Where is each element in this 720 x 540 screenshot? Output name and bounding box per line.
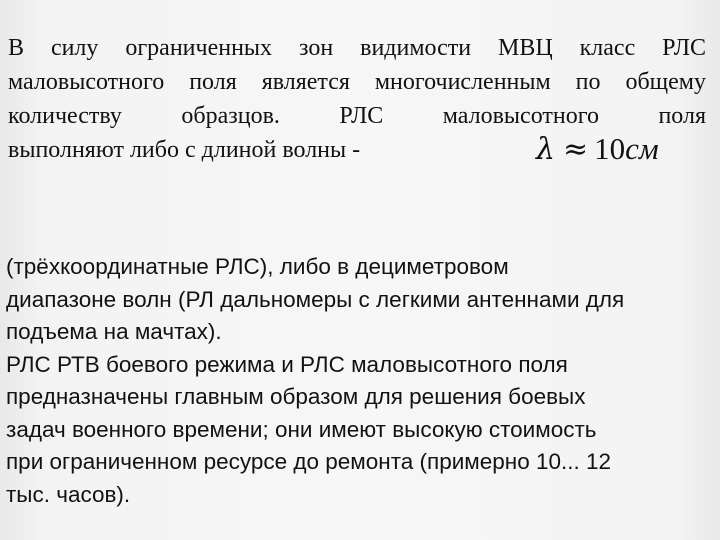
paragraph-2-line: подъема на мачтах). <box>6 319 222 344</box>
approx-sign: ≈ <box>563 132 589 167</box>
paragraph-1-line: маловысотного поля является многочисленным по общему <box>8 69 706 95</box>
paragraph-1-line: выполняют либо с длиной волны - <box>8 137 361 163</box>
paragraph-2-line: предназначены главным образом для решения боевых <box>6 384 586 409</box>
paragraph-1-line: В силу ограниченных зон видимости МВЦ класс РЛС <box>8 35 706 61</box>
paragraph-2-line: (трёхкоординатные РЛС), либо в дециметровом <box>6 254 509 279</box>
paragraph-1-line: количеству образцов. РЛС маловысотного поля <box>8 103 706 129</box>
wavelength-unit: см <box>625 131 659 166</box>
wavelength-value: 10 <box>594 131 626 166</box>
paragraph-2-line: тыс. часов). <box>6 481 131 507</box>
paragraph-2-line: диапазоне волн (РЛ дальномеры с легкими антеннами для <box>6 286 625 312</box>
paragraph-2 <box>6 251 710 511</box>
paragraph-2-line: при ограниченном ресурсе до ремонта (примерно 10... 12 <box>6 449 612 474</box>
wavelength-formula <box>536 132 659 167</box>
paragraph-2-line: задач военного времени; они имеют высокую стоимость <box>6 416 597 442</box>
paragraph-2-line: РЛС РТВ боевого режима и РЛС маловысотного поля <box>6 351 568 377</box>
lambda-symbol: λ <box>536 132 556 167</box>
